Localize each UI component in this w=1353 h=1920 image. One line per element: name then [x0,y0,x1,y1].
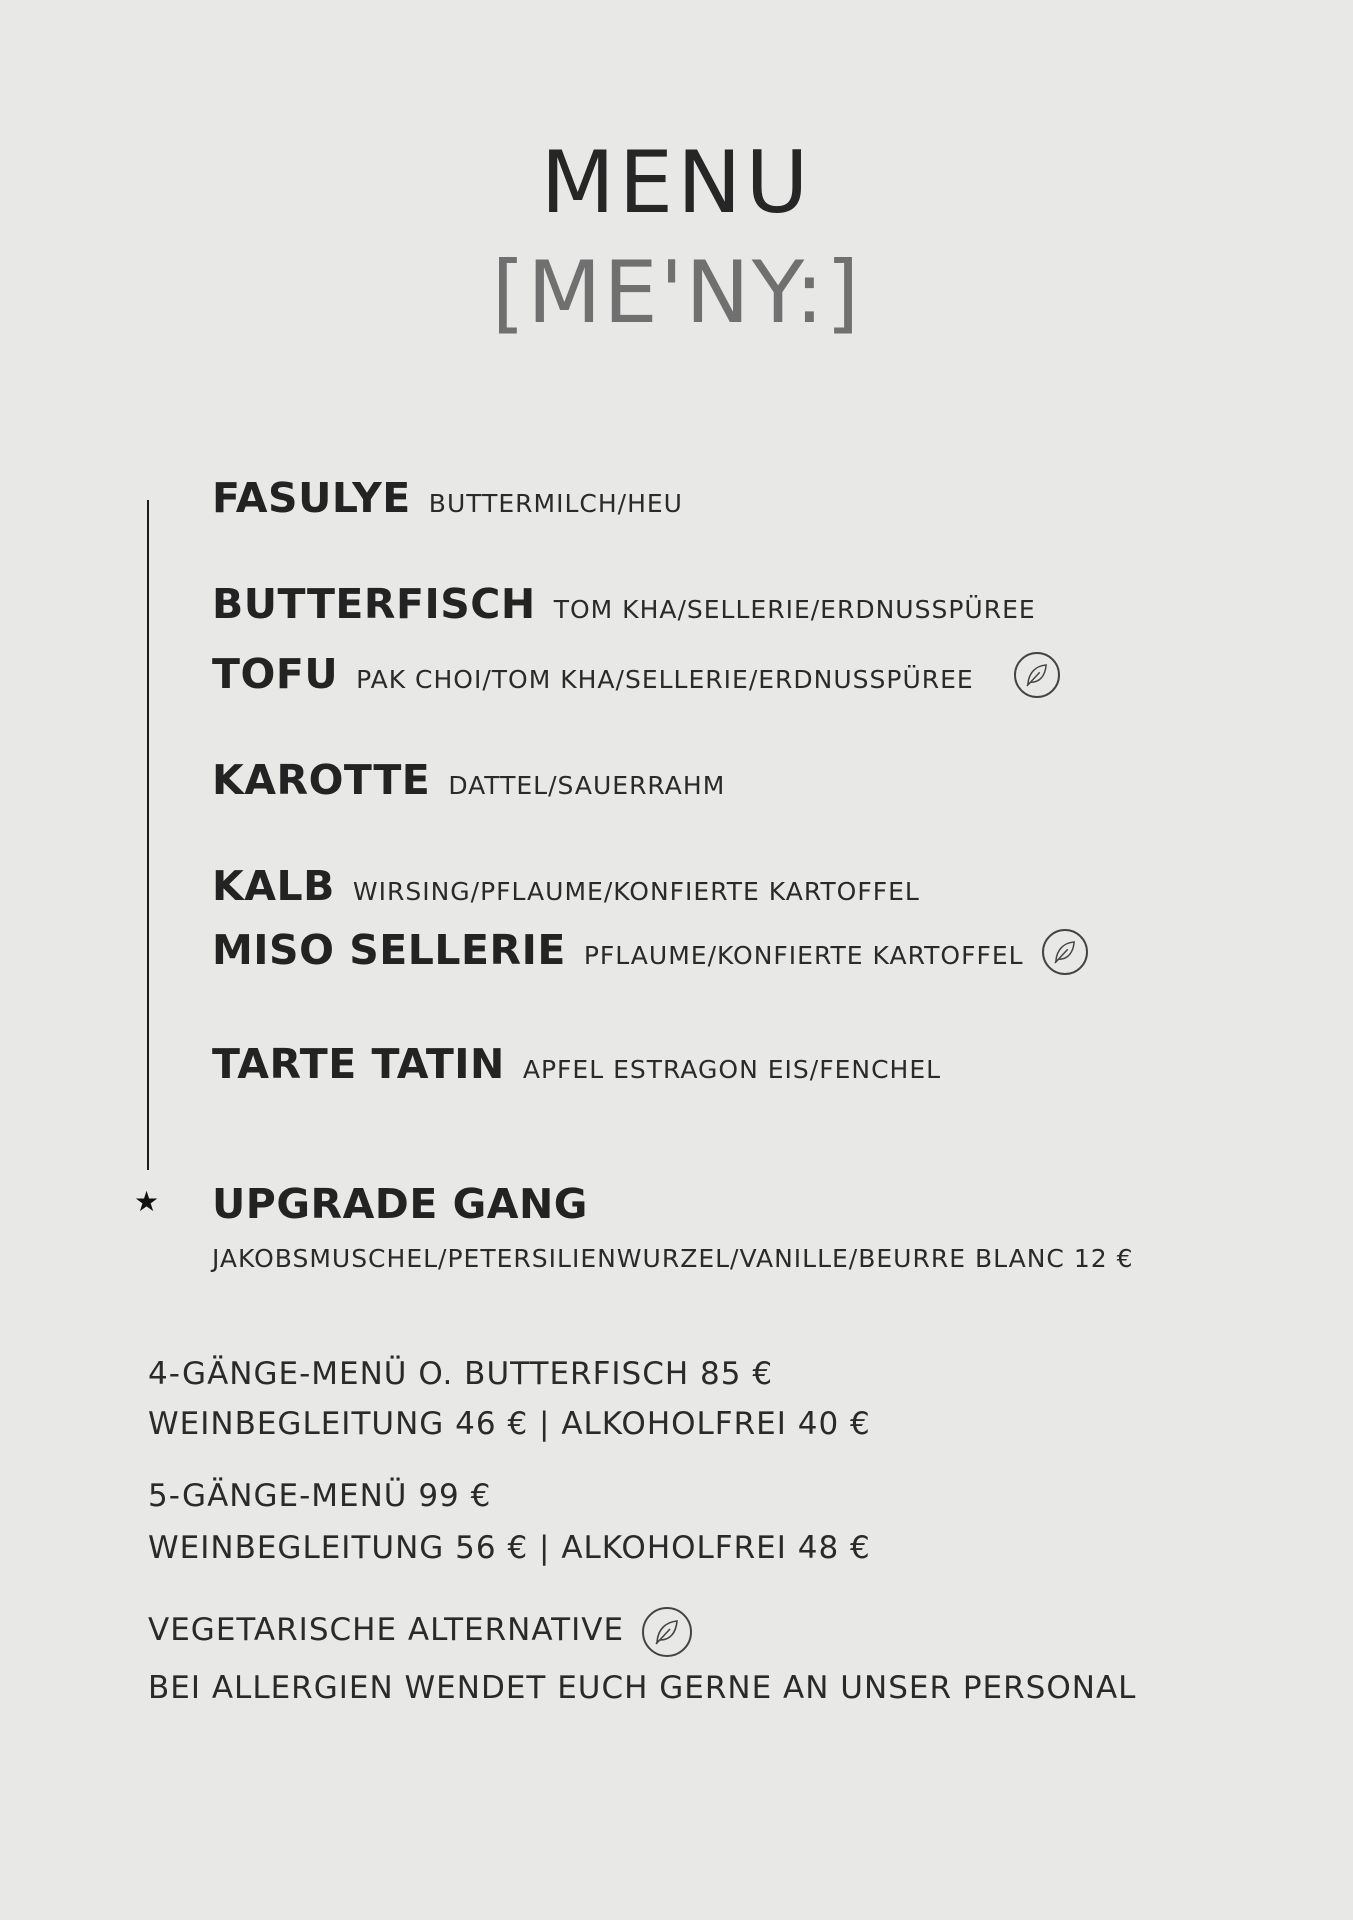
dish-name: FASULYE [212,474,411,522]
upgrade-item [212,1180,588,1228]
leaf-icon [642,1607,692,1657]
dish-name: BUTTERFISCH [212,580,536,628]
dish-item [212,650,974,698]
page-title: MENU [540,133,813,233]
dish-description: APFEL ESTRAGON EIS/FENCHEL [522,1055,942,1084]
dish-item [212,474,683,522]
upgrade-description: JAKOBSMUSCHEL/PETERSILIENWURZEL/VANILLE/BEURRE BLANC 12 € [212,1244,1134,1273]
allergy-note: BEI ALLERGIEN WENDET EUCH GERNE AN UNSER PERSONAL [148,1670,1137,1706]
dish-description: TOM KHA/SELLERIE/ERDNUSSPÜREE [553,595,1036,624]
dish-item [212,580,1036,628]
dish-description: DATTEL/SAUERRAHM [448,771,726,800]
phonetic-subtitle: [ME'NY:] [491,243,862,343]
dish-name: MISO SELLERIE [212,926,566,974]
menu-5-price: 5-GÄNGE-MENÜ 99 € [148,1478,492,1514]
dish-description: PFLAUME/KONFIERTE KARTOFFEL [583,941,1024,970]
dish-item [212,926,1024,974]
star-icon: ★ [134,1185,160,1218]
dish-name: KALB [212,862,335,910]
menu-5-pairing: WEINBEGLEITUNG 56 € | ALKOHOLFREI 48 € [148,1530,871,1566]
dish-name: TOFU [212,650,339,698]
leaf-icon [1042,929,1088,975]
leaf-icon [1014,652,1060,698]
dish-item [212,862,920,910]
menu-4-pairing: WEINBEGLEITUNG 46 € | ALKOHOLFREI 40 € [148,1406,871,1442]
menu-4-price: 4-GÄNGE-MENÜ O. BUTTERFISCH 85 € [148,1356,774,1392]
upgrade-name: UPGRADE GANG [212,1180,588,1228]
dish-name: TARTE TATIN [212,1040,505,1088]
dish-description: PAK CHOI/TOM KHA/SELLERIE/ERDNUSSPÜREE [356,665,974,694]
dish-description: BUTTERMILCH/HEU [428,489,683,518]
vegetarian-note: VEGETARISCHE ALTERNATIVE [148,1612,625,1648]
dish-description: WIRSING/PFLAUME/KONFIERTE KARTOFFEL [352,877,920,906]
timeline-line [147,500,149,1170]
dish-name: KAROTTE [212,756,431,804]
dish-item [212,756,725,804]
dish-item [212,1040,941,1088]
